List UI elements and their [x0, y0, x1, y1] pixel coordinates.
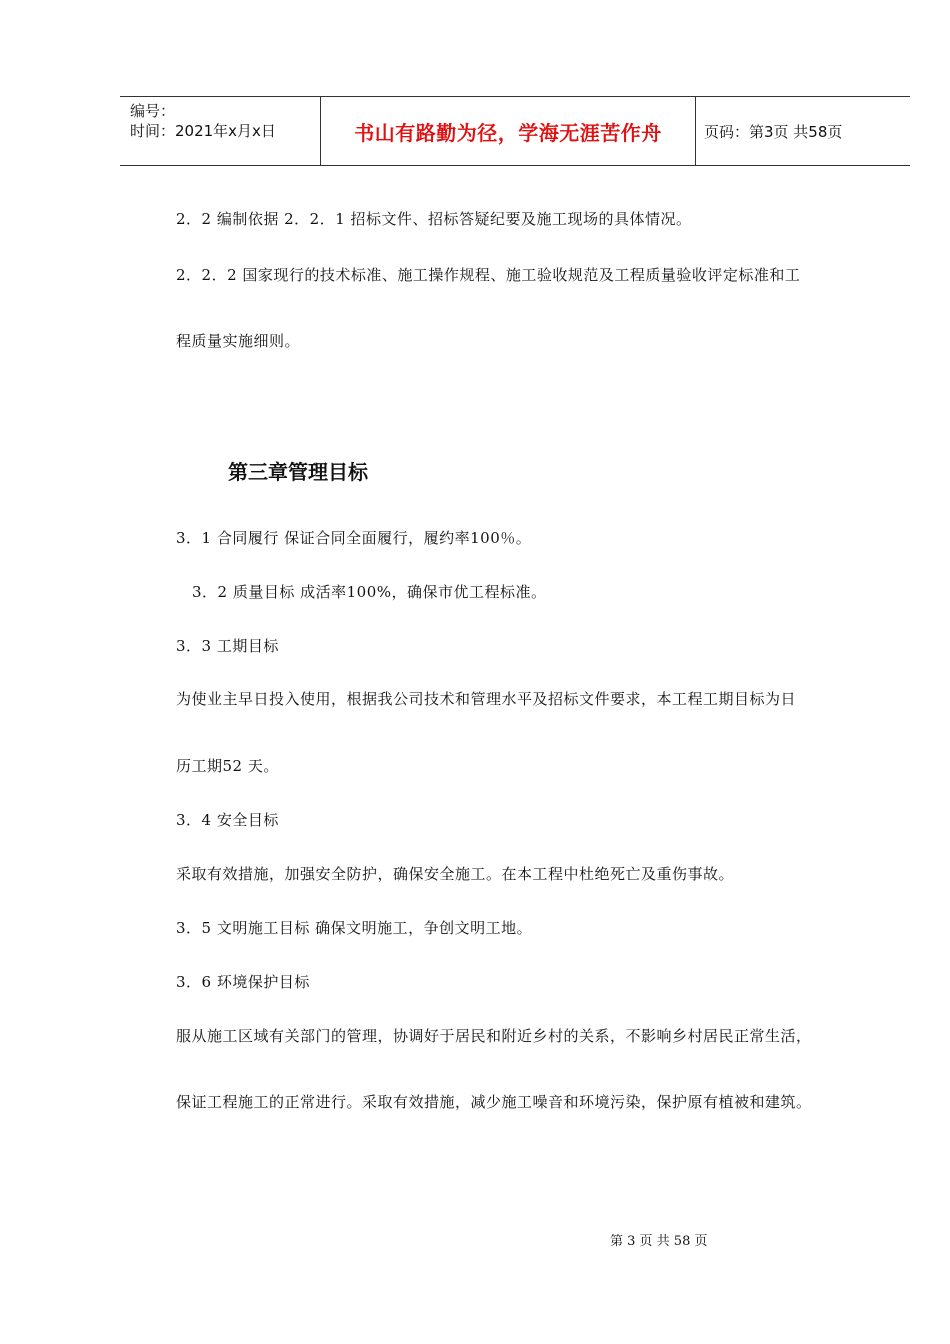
paragraph-2-2: 2．2 编制依据 2．2．1 招标文件、招标答疑纪要及施工现场的具体情况。 [176, 210, 692, 228]
paragraph-3-5: 3．5 文明施工目标 确保文明施工，争创文明工地。 [176, 919, 533, 937]
paragraph-2-2-2-cont: 程质量实施细则。 [176, 332, 301, 350]
paragraph-3-3: 3．3 工期目标 [176, 637, 279, 655]
paragraph-3-4: 3．4 安全目标 [176, 811, 279, 829]
paragraph-3-1: 3．1 合同履行 保证合同全面履行，履约率100％。 [176, 529, 532, 547]
paragraph-3-3-text: 为使业主早日投入使用，根据我公司技术和管理水平及招标文件要求，本工程工期目标为日 [176, 690, 797, 708]
chapter-heading: 第三章管理目标 [228, 460, 368, 484]
paragraph-3-6: 3．6 环境保护目标 [176, 973, 310, 991]
header-page-info: 页码：第3页 共58页 [704, 122, 843, 141]
paragraph-3-6-text: 服从施工区域有关部门的管理，协调好于居民和附近乡村的关系，不影响乡村居民正常生活， [176, 1027, 812, 1045]
document-header [120, 96, 910, 166]
header-motto-cell [320, 97, 696, 165]
header-motto: 书山有路勤为径，学海无涯苦作舟 [354, 120, 662, 145]
header-meta-cell [120, 97, 320, 165]
header-page-cell [696, 97, 910, 165]
paragraph-3-4-text: 采取有效措施，加强安全防护，确保安全施工。在本工程中杜绝死亡及重伤事故。 [176, 865, 735, 883]
paragraph-3-6-text-cont: 保证工程施工的正常进行。采取有效措施，减少施工噪音和环境污染，保护原有植被和建筑。 [176, 1093, 812, 1111]
paragraph-3-3-text-cont: 历工期52 天。 [176, 757, 279, 775]
page-footer: 第 3 页 共 58 页 [610, 1234, 708, 1249]
paragraph-2-2-2: 2．2．2 国家现行的技术标准、施工操作规程、施工验收规范及工程质量验收评定标准和工 [176, 266, 801, 284]
paragraph-3-2: 3．2 质量目标 成活率100%，确保市优工程标准。 [192, 583, 547, 601]
document-number-label: 编号： [130, 102, 176, 120]
document-time-label: 时间：2021年x月x日 [130, 122, 276, 140]
